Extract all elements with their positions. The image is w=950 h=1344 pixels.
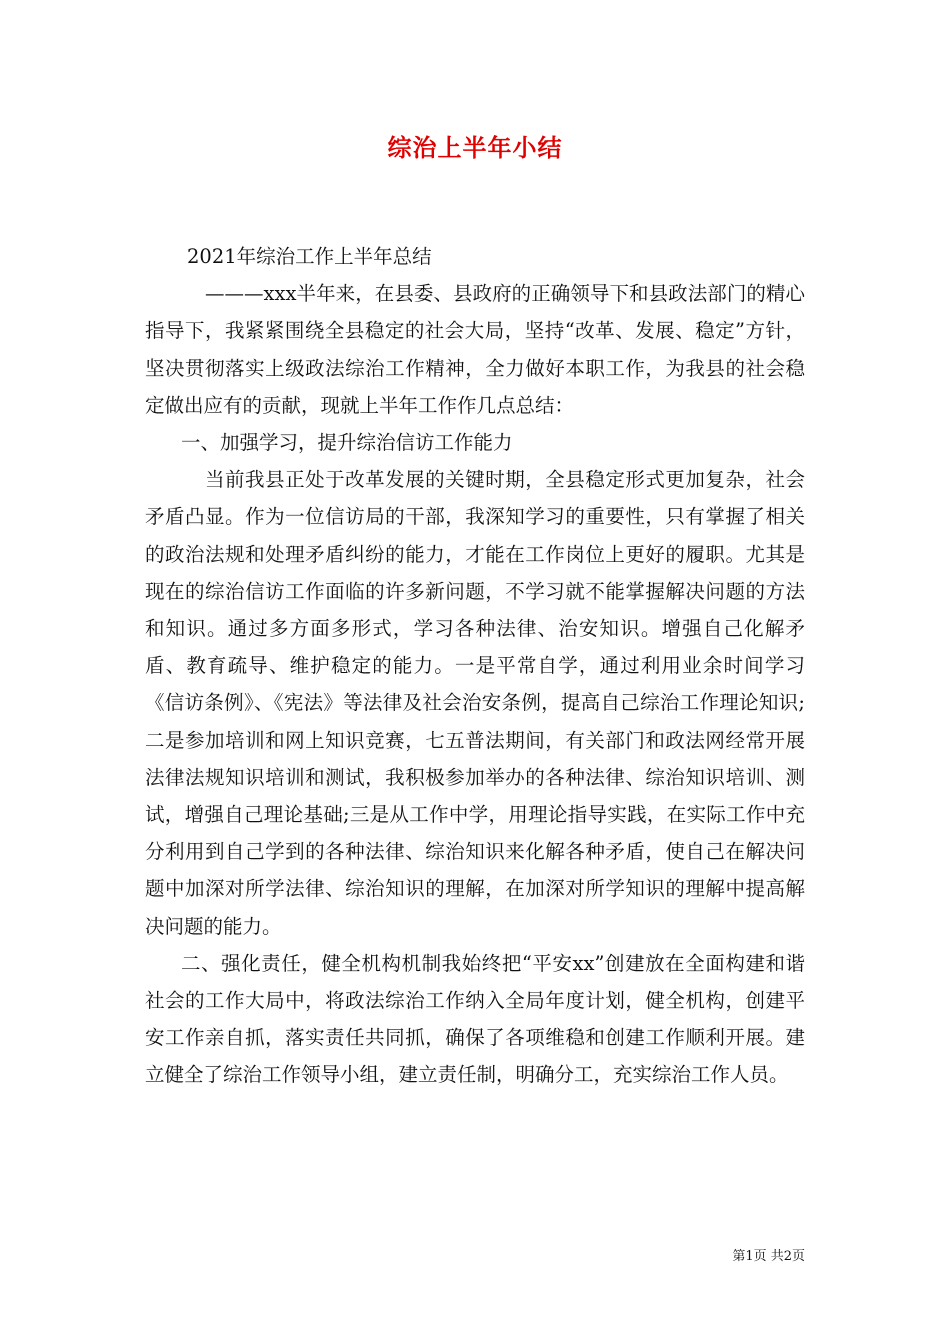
paragraph-section-1: 当前我县正处于改革发展的关键时期，全县稳定形式更加复杂，社会矛盾凸显。作为一位信访局的干部，我深知学习的重要性，只有掌握了相关的政治法规和处理矛盾纠纷的能力，才能在工作岗位上更好的履职。尤其是现在的综治信访工作面临的许多新问题，不学习就不能掌握解决问题的方法和知识。通过多方面多形式，学习各种法律、治安知识。增强自己化解矛盾、教育疏导、维护稳定的能力。一是平常自学，通过利用业余时间学习《信访条例》、《宪法》等法律及社会治安条例，提高自己综治工作理论知识;二是参加培训和网上知识竞赛，七五普法期间，有关部门和政法网经常开展法律法规知识培训和测试，我积极参加举办的各种法律、综治知识培训、测试，增强自己理论基础;三是从工作中学，用理论指导实践，在实际工作中充分利用到自己学到的各种法律、综治知识来化解各种矛盾，使自己在解决问题中加深对所学法律、综治知识的理解，在加深对所学知识的理解中提高解决问题的能力。 — [145, 468, 805, 938]
paragraph-intro: ———xxx半年来，在县委、县政府的正确领导下和县政法部门的精心指导下，我紧紧围绕全县稳定的社会大局，坚持“改革、发展、稳定”方针，坚决贯彻落实上级政法综治工作精神，全力做好本职工作，为我县的社会稳定做出应有的贡献，现就上半年工作作几点总结： — [145, 282, 805, 417]
document-title: 综治上半年小结 — [387, 133, 563, 162]
paragraph-heading-summary: 2021年综治工作上半年总结 — [187, 245, 432, 268]
page-number: 第1页 共2页 — [732, 1249, 805, 1264]
document-body — [145, 238, 805, 1094]
section-heading-1: 一、加强学习，提升综治信访工作能力 — [181, 431, 513, 455]
paragraph-section-2: 二、强化责任，健全机构机制我始终把“平安xx”创建放在全面构建和谐社会的工作大局中，将政法综治工作纳入全局年度计划，健全机构，创建平安工作亲自抓，落实责任共同抓，确保了各项维稳和创建工作顺利开展。建立健全了综治工作领导小组，建立责任制，明确分工，充实综治工作人员。 — [145, 951, 805, 1087]
